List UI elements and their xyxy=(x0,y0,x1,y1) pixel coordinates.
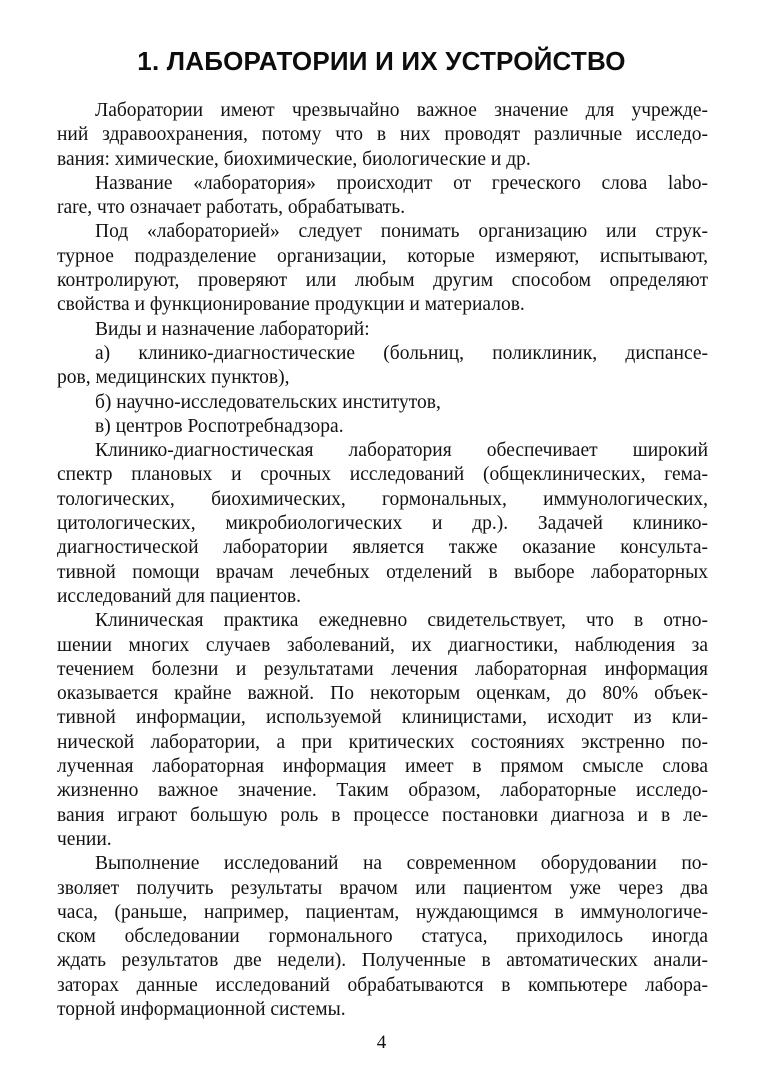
text-line: в) центров Роспотребнадзора. xyxy=(95,415,344,437)
paragraph xyxy=(57,318,708,342)
text-line: жизненно важное значение. Таким образом, лабораторные исследо- xyxy=(57,780,708,802)
text-line: диагностической лаборатории является также оказание консульта- xyxy=(57,537,708,559)
text-line: лученная лабораторная информация имеет в прямом смысле слова xyxy=(57,756,708,778)
body-text xyxy=(57,99,708,1022)
text-line: свойства и функционирование продукции и материалов. xyxy=(57,294,525,316)
text-line: торной информационной системы. xyxy=(57,998,346,1020)
paragraph xyxy=(57,439,708,609)
text-line: Клинико-диагностическая лаборатория обеспечивает широкий xyxy=(95,440,708,462)
text-line: контролируют, проверяют или любым другим способом определяют xyxy=(57,270,708,292)
text-line: тивной информации, используемой клиницистами, исходит из кли- xyxy=(57,707,708,729)
text-line: ском обследовании гормонального статуса, приходилось иногда xyxy=(57,926,708,948)
text-line: спектр плановых и срочных исследований (общеклинических, гема- xyxy=(57,464,708,486)
text-line: Название «лаборатория» происходит от греческого слова labo- xyxy=(95,172,708,194)
text-line: Виды и назначение лабораторий: xyxy=(95,318,370,340)
text-line: тивной помощи врачам лечебных отделений в выборе лабораторных xyxy=(57,561,708,583)
text-line: Под «лабораторией» следует понимать организацию или струк- xyxy=(95,221,708,243)
text-line: нической лаборатории, а при критических состояниях экстренно по- xyxy=(57,731,708,753)
text-line: rare, что означает работать, обрабатывать. xyxy=(57,197,406,219)
text-line: Лаборатории имеют чрезвычайно важное значение для учрежде- xyxy=(95,100,708,121)
text-line: б) научно-исследовательских институтов, xyxy=(95,391,441,413)
paragraph xyxy=(57,220,708,317)
text-line: ров, медицинских пунктов), xyxy=(57,367,290,389)
text-line: чении. xyxy=(57,828,112,850)
page-title: 1. ЛАБОРАТОРИИ И ИХ УСТРОЙСТВО xyxy=(137,46,626,76)
text-line: Выполнение исследований на современном оборудовании по- xyxy=(95,853,708,875)
text-line: заторах данные исследований обрабатываются в компьютере лабора- xyxy=(57,974,708,996)
paragraph xyxy=(57,852,708,1022)
paragraph xyxy=(57,342,708,391)
text-line: зволяет получить результаты врачом или пациентом уже через два xyxy=(57,877,708,899)
text-line: тологических, биохимических, гормональных, иммунологических, xyxy=(57,488,708,510)
paragraph xyxy=(57,391,708,415)
page-number: 4 xyxy=(376,1032,387,1053)
paragraph xyxy=(57,415,708,439)
text-line: цитологических, микробиологических и др.). Задачей клинико- xyxy=(57,513,708,535)
text-line: турное подразделение организации, которые измеряют, испытывают, xyxy=(57,245,708,267)
text-line: ждать результатов две недели). Полученные в автоматических анали- xyxy=(57,950,708,972)
text-line: ний здравоохранения, потому что в них проводят различные исследо- xyxy=(57,124,708,146)
text-line: исследований для пациентов. xyxy=(57,585,301,607)
text-line: оказывается крайне важной. По некоторым оценкам, до 80% объек- xyxy=(57,683,708,705)
paragraph xyxy=(57,609,708,852)
text-line: Клиническая практика ежедневно свидетельствует, что в отно- xyxy=(95,610,708,632)
text-line: вания: химические, биохимические, биологические и др. xyxy=(57,148,531,170)
text-line: вания играют большую роль в процессе постановки диагноза и в ле- xyxy=(57,804,708,826)
text-line: шении многих случаев заболеваний, их диагностики, наблюдения за xyxy=(57,634,708,656)
paragraph xyxy=(57,172,708,221)
paragraph xyxy=(57,99,708,172)
text-line: течением болезни и результатами лечения лабораторная информация xyxy=(57,658,708,680)
text-line: часа, (раньше, например, пациентам, нуждающимся в иммунологиче- xyxy=(57,901,708,923)
text-line: а) клинико-диагностические (больниц, поликлиник, диспансе- xyxy=(95,342,708,364)
